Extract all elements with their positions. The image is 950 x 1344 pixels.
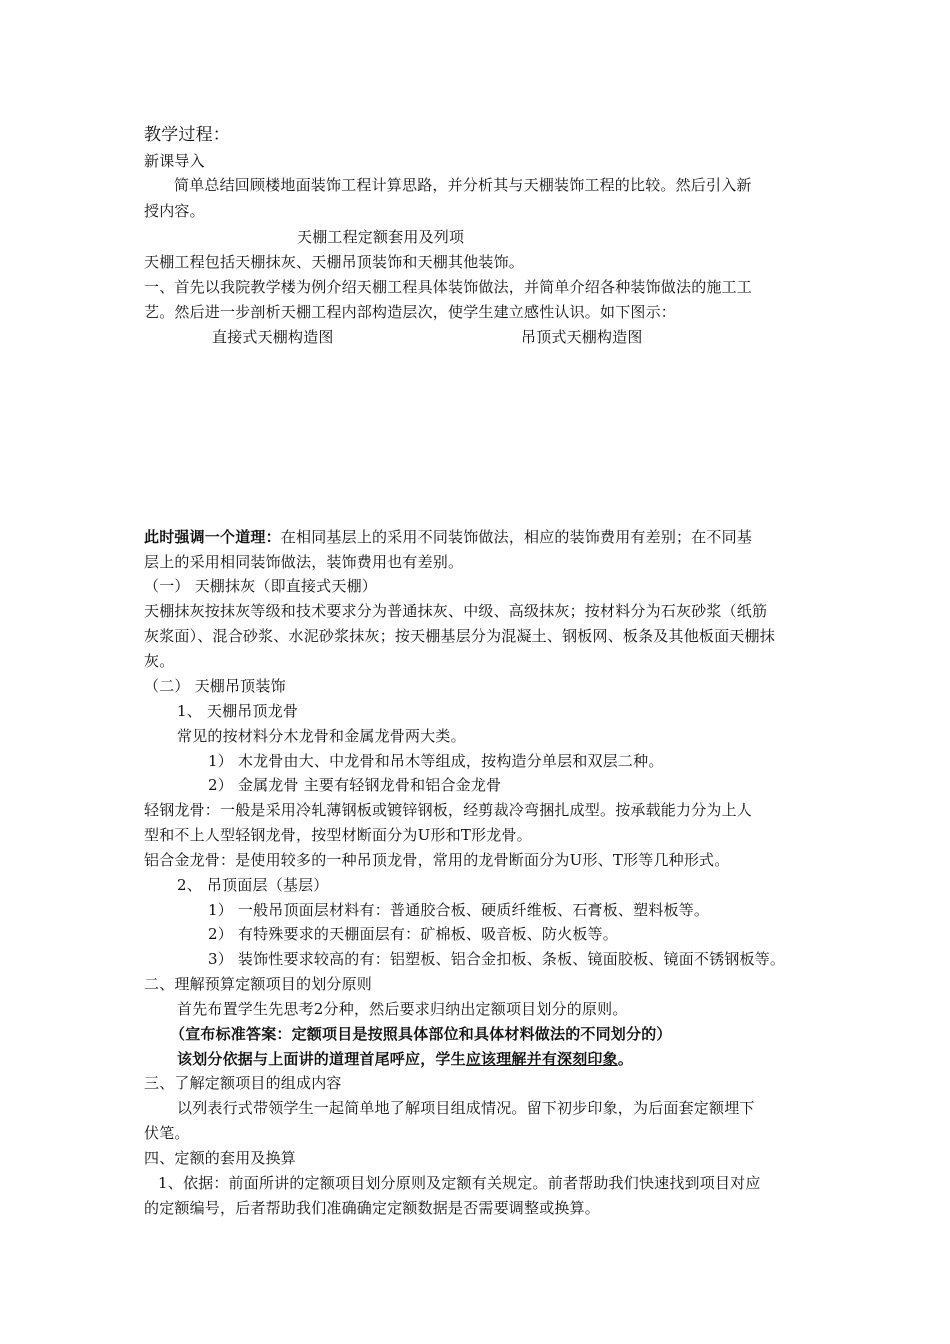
item-1-title: 1、 天棚吊顶龙骨 <box>177 702 299 720</box>
part1-line-1: 一、首先以我院教学楼为例介绍天棚工程具体装饰做法，并简单介绍各种装饰做法的施工工 <box>144 278 753 296</box>
part2-note-underlined: 应该理解并有深刻印象 <box>465 1050 618 1068</box>
subsection-1-line-3: 灰。 <box>144 652 175 670</box>
item-2-title: 2、 吊顶面层（基层） <box>177 876 329 894</box>
overview-text: 天棚工程包括天棚抹灰、天棚吊顶装饰和天棚其他装饰。 <box>144 253 525 271</box>
part2-note-end: 。 <box>617 1050 634 1068</box>
part3-line-2: 伏笔。 <box>144 1124 190 1142</box>
intro-paragraph-line-2: 授内容。 <box>144 202 205 220</box>
subsection-2-title: （二） 天棚吊顶装饰 <box>144 677 286 695</box>
emphasis-line-2: 层上的采用相同装饰做法，装饰费用也有差别。 <box>144 553 464 571</box>
figure-caption-direct: 直接式天棚构造图 <box>212 328 334 346</box>
part2-line-1: 首先布置学生先思考2分种，然后要求归纳出定额项目划分的原则。 <box>177 1000 628 1018</box>
part3-line-1: 以列表行式带领学生一起简单地了解项目组成情况。留下初步印象，为后面套定额埋下 <box>177 1099 755 1117</box>
subsection-1-line-1: 天棚抹灰按抹灰等级和技术要求分为普通抹灰、中级、高级抹灰；按材料分为石灰砂浆（纸筋 <box>144 602 768 620</box>
part2-note-text: 该划分依据与上面讲的道理首尾呼应，学生 <box>177 1050 466 1068</box>
part4-line-1: 1、依据：前面所讲的定额项目划分原则及定额有关规定。前者帮助我们快速找到项目对应 <box>158 1174 761 1192</box>
subsection-1-line-2: 灰浆面）、混合砂浆、水泥砂浆抹灰；按天棚基层分为混凝土、钢板网、板条及其他板面天棚抹 <box>144 627 775 645</box>
part4-line-2: 的定额编号，后者帮助我们准确确定定额数据是否需要调整或换算。 <box>144 1199 601 1217</box>
item-1-desc: 常见的按材料分木龙骨和金属龙骨两大类。 <box>177 727 466 745</box>
part2-answer: （宣布标准答案：定额项目是按照具体部位和具体材料做法的不同划分的） <box>170 1025 672 1043</box>
intro-label: 新课导入 <box>144 152 205 170</box>
intro-paragraph-line-1: 简单总结回顾楼地面装饰工程计算思路，并分析其与天棚装饰工程的比较。然后引入新 <box>174 176 752 194</box>
part4-title: 四、定额的套用及换算 <box>144 1149 297 1167</box>
part1-line-2: 艺。然后进一步剖析天棚工程内部构造层次，使学生建立感性认识。如下图示： <box>144 303 677 321</box>
light-steel-line-2: 型和不上人型轻钢龙骨，按型材断面分为U形和T形龙骨。 <box>144 826 532 844</box>
lesson-heading: 教学过程： <box>144 125 230 145</box>
subsection-1-title: （一） 天棚抹灰（即直接式天棚） <box>144 577 377 595</box>
item-1-point-1: 1） 木龙骨由大、中龙骨和吊木等组成，按构造分单层和双层二种。 <box>208 752 664 770</box>
light-steel-line-1: 轻钢龙骨：一般是采用冷轧薄钢板或镀锌钢板，经剪裁冷弯捆扎成型。按承载能力分为上人 <box>144 801 753 819</box>
part2-note <box>177 1047 847 1071</box>
part3-title: 三、了解定额项目的组成内容 <box>144 1074 342 1092</box>
item-1-point-2: 2） 金属龙骨 主要有轻钢龙骨和铝合金龙骨 <box>208 776 502 794</box>
section-title: 天棚工程定额套用及列项 <box>297 228 465 246</box>
item-2-point-1: 1） 一般吊顶面层材料有：普通胶合板、硬质纤维板、石膏板、塑料板等。 <box>208 901 710 919</box>
emphasis-line-1 <box>144 525 814 549</box>
figure-area-blank <box>144 348 814 518</box>
aluminum-line: 铝合金龙骨：是使用较多的一种吊顶龙骨，常用的龙骨断面分为U形、T形等几种形式。 <box>144 851 730 869</box>
emphasis-bold: 此时强调一个道理： <box>144 528 281 546</box>
part2-title: 二、理解预算定额项目的划分原则 <box>144 975 373 993</box>
item-2-point-2: 2） 有特殊要求的天棚面层有：矿棉板、吸音板、防火板等。 <box>208 925 618 943</box>
emphasis-text: 在相同基层上的采用不同装饰做法，相应的装饰费用有差别；在不同基 <box>280 528 753 546</box>
item-2-point-3: 3） 装饰性要求较高的有：铝塑板、铝合金扣板、条板、镜面胶板、镜面不锈钢板等。 <box>208 950 786 968</box>
figure-caption-suspended: 吊顶式天棚构造图 <box>521 328 643 346</box>
